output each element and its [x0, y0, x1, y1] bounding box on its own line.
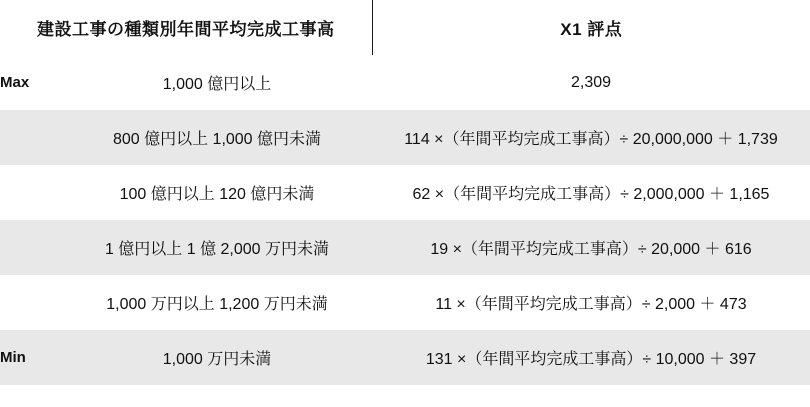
row-range: 1,000 億円以上 [62, 55, 372, 110]
table-body [0, 55, 810, 399]
table-row [0, 275, 810, 330]
row-label [0, 110, 62, 165]
table-row [0, 330, 810, 385]
row-label: Min [0, 330, 62, 385]
row-score [372, 385, 810, 399]
table-row [0, 220, 810, 275]
row-score: 11 ×（年間平均完成工事高）÷ 2,000 ＋ 473 [372, 275, 810, 330]
table-header-row [0, 0, 810, 55]
row-score: 114 ×（年間平均完成工事高）÷ 20,000,000 ＋ 1,739 [372, 110, 810, 165]
row-label [0, 220, 62, 275]
table-row [0, 385, 810, 399]
row-range: 1,000 万円以上 1,200 万円未満 [62, 275, 372, 330]
row-label [0, 165, 62, 220]
row-range [62, 385, 372, 399]
table-row [0, 110, 810, 165]
row-label: Max [0, 55, 62, 110]
row-label [0, 275, 62, 330]
row-score: 2,309 [372, 55, 810, 110]
column-header-range: 建設工事の種類別年間平均完成工事高 [0, 0, 372, 55]
row-range: 100 億円以上 120 億円未満 [62, 165, 372, 220]
row-score: 131 ×（年間平均完成工事高）÷ 10,000 ＋ 397 [372, 330, 810, 385]
table-row [0, 165, 810, 220]
table-row [0, 55, 810, 110]
row-label [0, 385, 62, 399]
row-score: 19 ×（年間平均完成工事高）÷ 20,000 ＋ 616 [372, 220, 810, 275]
row-range: 800 億円以上 1,000 億円未満 [62, 110, 372, 165]
row-range: 1,000 万円未満 [62, 330, 372, 385]
row-score: 62 ×（年間平均完成工事高）÷ 2,000,000 ＋ 1,165 [372, 165, 810, 220]
table-header [0, 0, 810, 55]
row-range: 1 億円以上 1 億 2,000 万円未満 [62, 220, 372, 275]
column-header-score: X1 評点 [372, 0, 810, 55]
